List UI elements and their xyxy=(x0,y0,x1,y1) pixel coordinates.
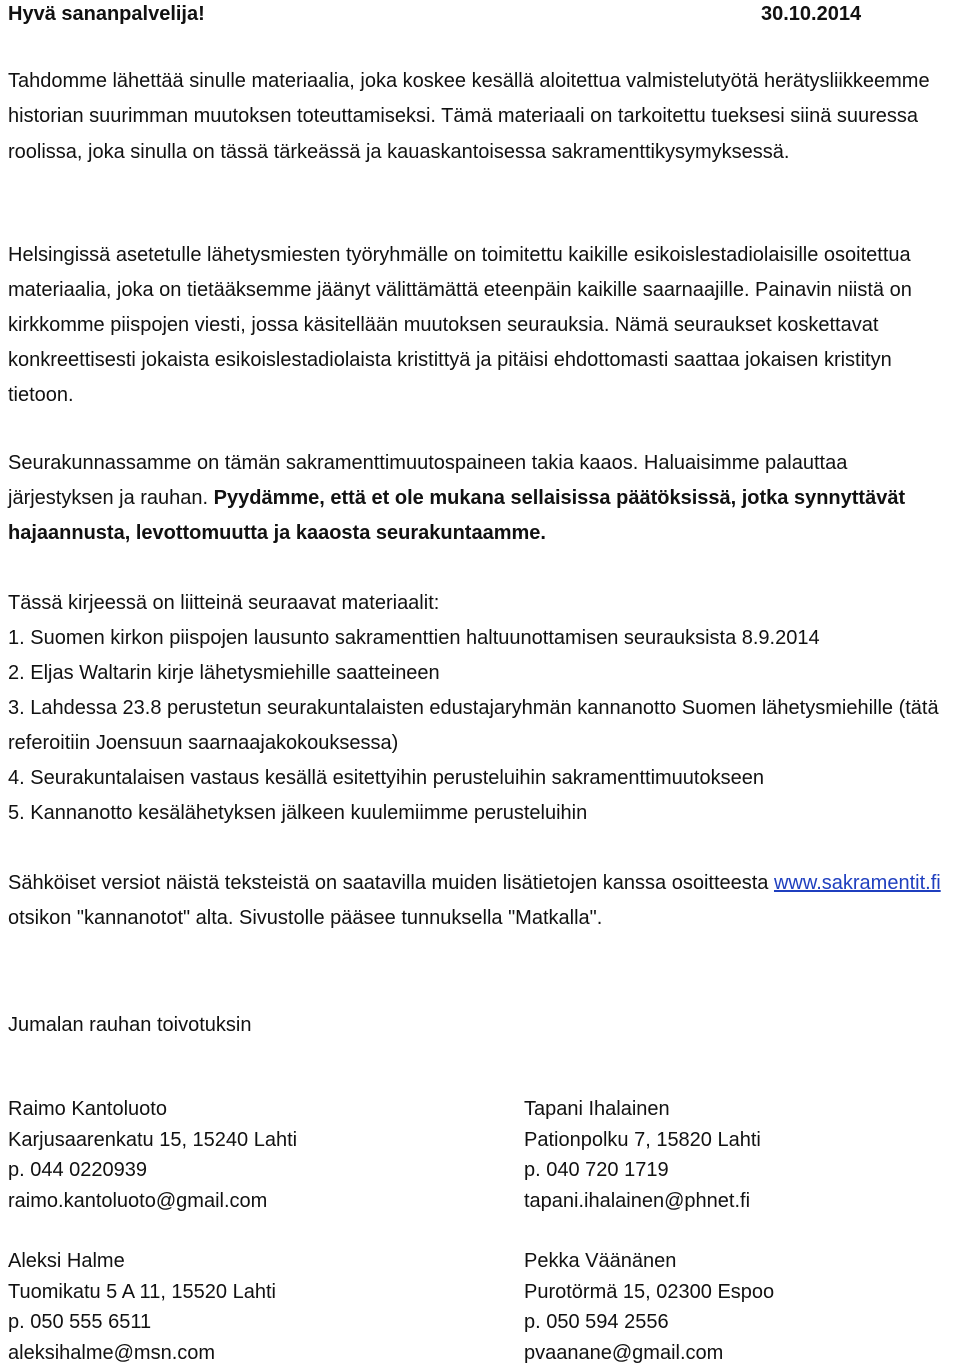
attachment-item: 3. Lahdessa 23.8 perustetun seurakuntalaisten edustajaryhmän kannanotto Suomen lähetysmiehille (tätä referoitiin Joensuun saarnaajakokouksessa) xyxy=(8,691,956,761)
contact-email: tapani.ihalainen@phnet.fi xyxy=(524,1186,761,1217)
contact-block xyxy=(8,1094,297,1216)
contact-phone: p. 050 594 2556 xyxy=(524,1307,774,1338)
letter-header xyxy=(8,3,956,27)
paragraph-intro: Tahdomme lähettää sinulle materiaalia, joka koskee kesällä aloitettua valmistelutyötä herätysliikkeemme historian suurimman muutoksen toteuttamiseksi. Tämä materiaali on tarkoitettu tueksesi siinä suuressa roolissa, joka sinulla on tässä tärkeässä ja kauaskantoisessa sakramenttikysymyksessä. xyxy=(8,64,956,170)
website-text-before: Sähköiset versiot näistä teksteistä on saatavilla muiden lisätietojen kanssa osoitteesta xyxy=(8,872,774,894)
paragraph-request-bold: Pyydämme, että et ole mukana sellaisissa päätöksissä, jotka synnyttävät hajaannusta, levottomuutta ja kaaosta seurakuntaamme. xyxy=(8,487,905,544)
contact-name: Raimo Kantoluoto xyxy=(8,1094,297,1125)
closing-greeting: Jumalan rauhan toivotuksin xyxy=(8,1008,956,1043)
contact-address: Purotörmä 15, 02300 Espoo xyxy=(524,1277,774,1308)
paragraph-request-text: Seurakunnassamme on tämän sakramenttimuutospaineen takia kaaos. Haluaisimme palauttaa järjestyksen ja rauhan. xyxy=(8,452,847,509)
attachment-item: 5. Kannanotto kesälähetyksen jälkeen kuulemiimme perusteluihin xyxy=(8,796,956,831)
paragraph-working-group: Helsingissä asetetulle lähetysmiesten työryhmälle on toimitettu kaikille esikoislestadiolaisille osoitettua materiaalia, joka on tietääksemme jäänyt välittämättä eteenpäin kaikille saarnaajille. Painavin niistä on kirkkomme piispojen viesti, jossa käsitellään muutoksen seurauksia. Nämä seuraukset koskettavat konkreettisesti jokaista esikoislestadiolaista kristittyä ja pitäisi ehdottomasti saattaa jokaisen kristityn tietoon. xyxy=(8,238,956,413)
attachments-list xyxy=(8,621,956,831)
greeting: Hyvä sananpalvelija! xyxy=(8,3,205,26)
paragraph-website xyxy=(8,866,956,936)
contact-phone: p. 040 720 1719 xyxy=(524,1155,761,1186)
contact-block xyxy=(8,1246,276,1368)
contact-name: Aleksi Halme xyxy=(8,1246,276,1277)
website-text-after: otsikon "kannanotot" alta. Sivustolle pääsee tunnuksella "Matkalla". xyxy=(8,907,602,929)
letter-date: 30.10.2014 xyxy=(761,3,861,26)
attachments-section xyxy=(8,586,956,831)
contact-phone: p. 050 555 6511 xyxy=(8,1307,276,1338)
attachment-item: 2. Eljas Waltarin kirje lähetysmiehille saatteineen xyxy=(8,656,956,691)
website-link[interactable]: www.sakramentit.fi xyxy=(774,872,941,894)
contact-address: Tuomikatu 5 A 11, 15520 Lahti xyxy=(8,1277,276,1308)
contact-phone: p. 044 0220939 xyxy=(8,1155,297,1186)
paragraph-request xyxy=(8,446,956,551)
contact-email: aleksihalme@msn.com xyxy=(8,1338,276,1368)
attachment-item: 4. Seurakuntalaisen vastaus kesällä esitettyihin perusteluihin sakramenttimuutokseen xyxy=(8,761,956,796)
contact-email: pvaanane@gmail.com xyxy=(524,1338,774,1368)
contact-email: raimo.kantoluoto@gmail.com xyxy=(8,1186,297,1217)
contact-name: Pekka Väänänen xyxy=(524,1246,774,1277)
contact-block xyxy=(524,1246,774,1368)
contact-address: Pationpolku 7, 15820 Lahti xyxy=(524,1125,761,1156)
attachment-item: 1. Suomen kirkon piispojen lausunto sakramenttien haltuunottamisen seurauksista 8.9.2014 xyxy=(8,621,956,656)
contact-address: Karjusaarenkatu 15, 15240 Lahti xyxy=(8,1125,297,1156)
contact-block xyxy=(524,1094,761,1216)
contact-name: Tapani Ihalainen xyxy=(524,1094,761,1125)
attachments-intro: Tässä kirjeessä on liitteinä seuraavat materiaalit: xyxy=(8,586,956,621)
